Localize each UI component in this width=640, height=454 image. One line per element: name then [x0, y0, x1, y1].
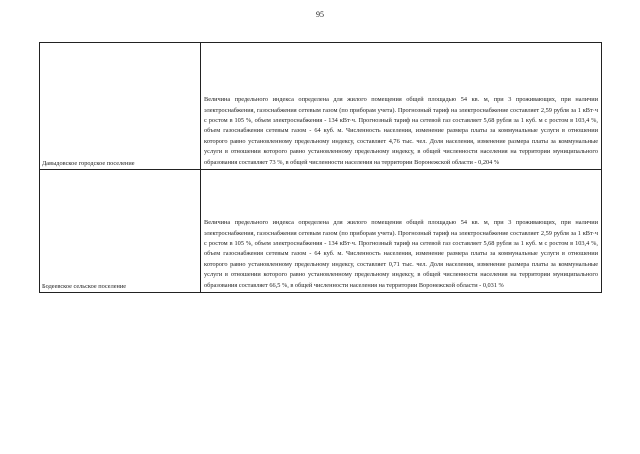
index-description-cell — [201, 170, 602, 293]
table-row — [40, 170, 602, 293]
settlement-name-cell — [40, 170, 201, 293]
settlement-name: Бодеевское сельское поселение — [42, 283, 127, 290]
tariff-index-table — [39, 42, 602, 293]
index-description: Величина предельного индекса определена для жилого помещения общей площадью 54 кв. м, при 3 проживающих, при наличии электроснабжения, газоснабжения сетевым газом (по приборам учета). Прогнозный тариф на электроснабжение составляет 2,59 рубля за 1 кВт·ч с ростом в 105 %, объем электроснабжения - 134 кВт·ч. Прогнозный тариф на сетевой газ составляет 5,68 рубля за 1 куб. м с ростом в 103,4 %, объем газоснабжения сетевым газом - 64 куб. м. Численность населения, изменение размера платы за коммунальные услуги в отношении которого равно установленному предельному индексу, составляет 0,71 тыс. чел. Доля населения, изменение размера платы за коммунальные услуги в отношении которого равно установленному предельному индексу, в общей численности населения на территории муниципального образования составляет 66,5 %, в общей численности населения на территории Воронежской области - 0,031 % — [204, 219, 598, 289]
index-description-cell — [201, 43, 602, 170]
page-number: 95 — [316, 10, 324, 19]
settlement-name: Давыдовское городское поселение — [42, 160, 135, 167]
table-row — [40, 43, 602, 170]
index-description: Величина предельного индекса определена для жилого помещения общей площадью 54 кв. м, при 3 проживающих, при наличии электроснабжения, газоснабжения сетевым газом (по приборам учета). Прогнозный тариф на электроснабжение составляет 2,59 рубля за 1 кВт·ч с ростом в 105 %, объем электроснабжения - 134 кВт·ч. Прогнозный тариф на сетевой газ составляет 5,68 рубля за 1 куб. м с ростом в 103,4 %, объем газоснабжения сетевым газом - 64 куб. м. Численность населения, изменение размера платы за коммунальные услуги в отношении которого равно установленному предельному индексу, составляет 4,76 тыс. чел. Доля населения, изменение размера платы за коммунальные услуги в отношении которого равно установленному предельному индексу, в общей численности населения на территории муниципального образования составляет 73 %, в общей численности населения на территории Воронежской области - 0,204 % — [204, 96, 598, 166]
settlement-name-cell — [40, 43, 201, 170]
